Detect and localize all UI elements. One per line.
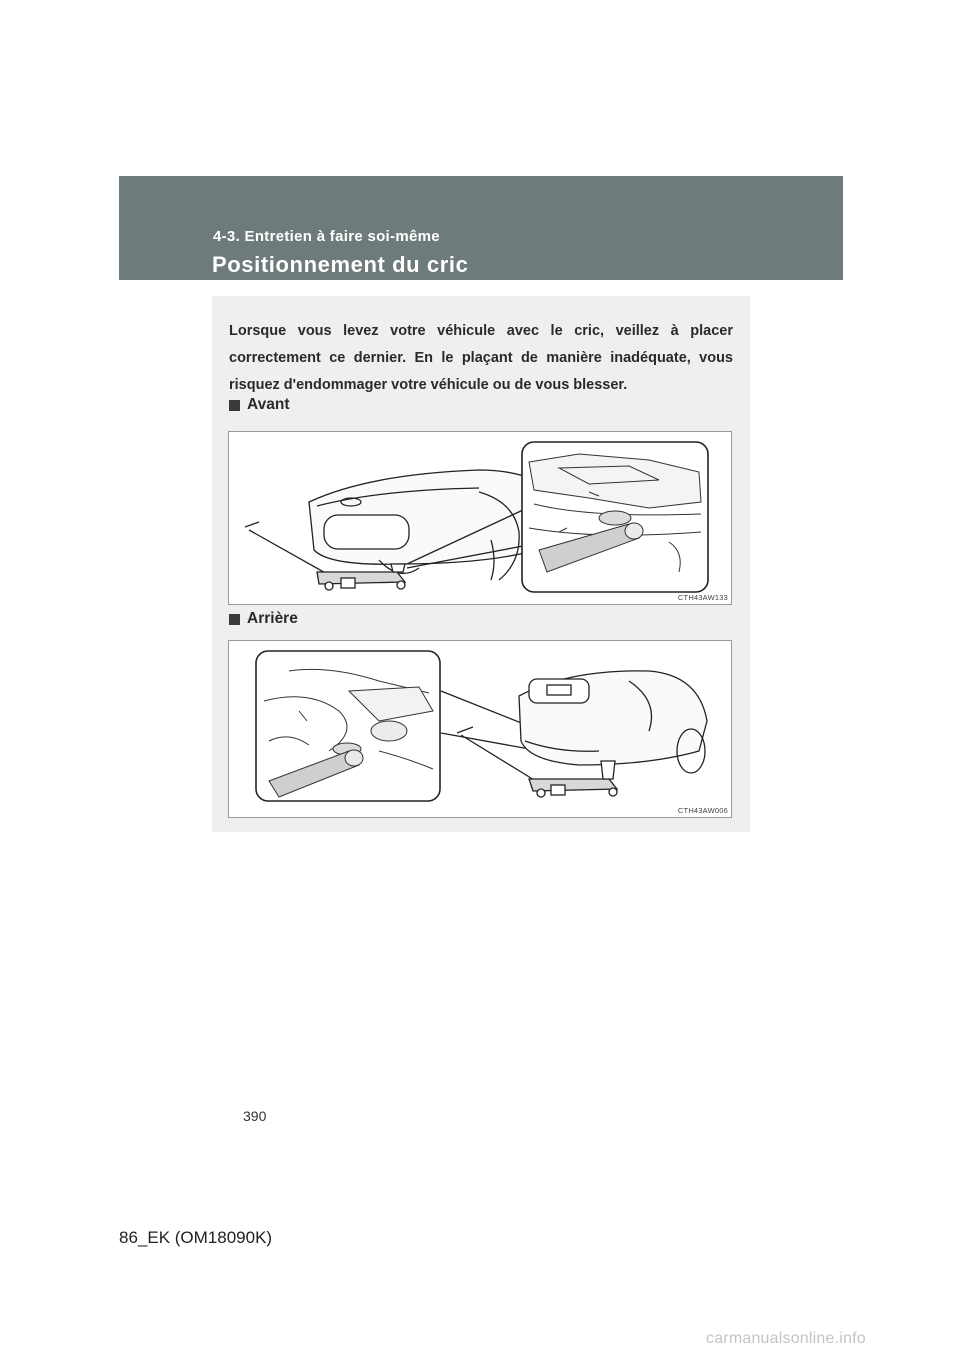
watermark: carmanualsonline.info [706,1330,866,1347]
figure-front-code: CTH43AW133 [677,593,728,602]
subhead-front-label: Avant [247,396,290,413]
figure-front-jacking [228,431,732,605]
page-number: 390 [243,1108,267,1124]
subhead-rear-label: Arrière [247,610,298,627]
figure-rear-code: CTH43AW006 [677,806,728,815]
document-code: 86_EK (OM18090K) [119,1228,273,1247]
page-title: Positionnement du cric [212,252,469,277]
intro-paragraph: Lorsque vous levez votre véhicule avec le cric, veillez à placer correctement ce dernier. En le plaçant de manière inadéquate, vous risquez d'endommager votre véhicule ou de vous blesser. [229,323,733,393]
square-bullet-icon [229,614,240,625]
square-bullet-icon [229,400,240,411]
subhead-front [229,396,290,414]
figure-rear-jacking [228,640,732,818]
section-label: 4-3. Entretien à faire soi-même [213,228,440,245]
rear-jack-illustration [229,641,731,817]
front-jack-illustration [229,432,731,604]
subhead-rear [229,610,298,628]
